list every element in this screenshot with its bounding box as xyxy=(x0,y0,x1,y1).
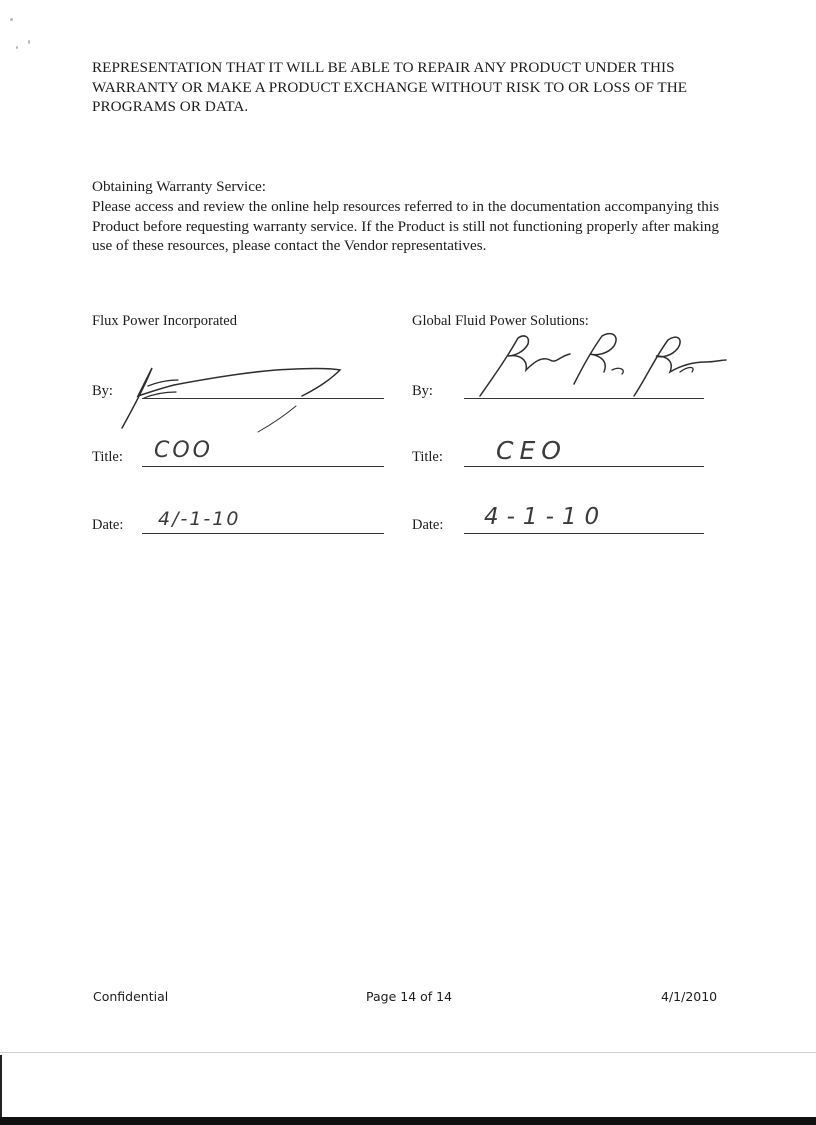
right-title-line xyxy=(464,466,704,467)
right-title-value: CEO xyxy=(496,436,567,465)
scan-speck xyxy=(28,40,30,44)
left-date-value: 4/-1-10 xyxy=(158,508,241,530)
left-signature-image xyxy=(108,358,358,438)
right-company-name: Global Fluid Power Solutions: xyxy=(412,313,589,329)
right-date-line xyxy=(464,533,704,534)
left-title-line xyxy=(142,466,384,467)
left-by-label: By: xyxy=(92,383,113,399)
service-heading: Obtaining Warranty Service: xyxy=(92,178,266,195)
left-title-label: Title: xyxy=(92,449,123,465)
right-signature-image xyxy=(470,326,726,402)
right-date-value: 4-1-10 xyxy=(484,504,608,530)
right-date-label: Date: xyxy=(412,517,444,533)
scan-edge-left xyxy=(0,1055,2,1125)
left-date-label: Date: xyxy=(92,517,124,533)
left-date-line xyxy=(142,533,384,534)
footer-page-number: Page 14 of 14 xyxy=(366,989,453,1004)
scan-edge-bottom xyxy=(0,1117,816,1125)
footer-confidential: Confidential xyxy=(93,989,169,1004)
scan-speck xyxy=(10,18,13,21)
right-title-label: Title: xyxy=(412,449,443,465)
left-company-name: Flux Power Incorporated xyxy=(92,313,237,329)
service-paragraph: Please access and review the online help resources referred to in the documentation accompanying this Product before requesting warranty service. If the Product is still not functioning properly after making use of these resources, please contact the Vendor representatives. xyxy=(92,198,719,254)
right-by-label: By: xyxy=(412,383,433,399)
scan-line xyxy=(0,1052,816,1053)
footer-date: 4/1/2010 xyxy=(661,989,718,1004)
scan-speck xyxy=(16,46,18,49)
warranty-disclaimer-paragraph: REPRESENTATION THAT IT WILL BE ABLE TO REPAIR ANY PRODUCT UNDER THIS WARRANTY OR MAKE A PRODUCT EXCHANGE WITHOUT RISK TO OR LOSS OF THE PROGRAMS OR DATA. xyxy=(92,59,688,115)
left-title-value: COO xyxy=(154,438,213,463)
